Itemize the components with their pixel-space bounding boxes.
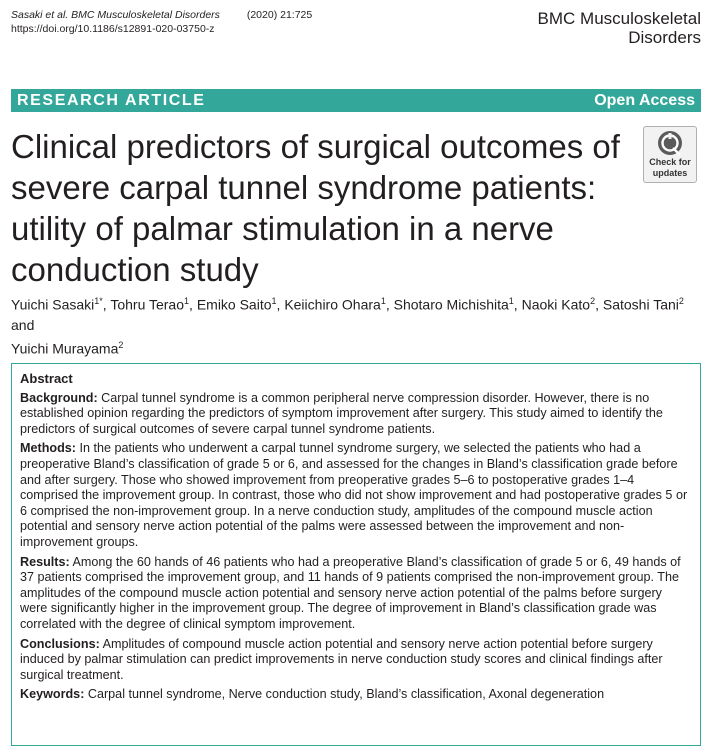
author-name: Satoshi Tani bbox=[602, 296, 679, 313]
article-title: Clinical predictors of surgical outcomes of severe carpal tunnel syndrome patients: utility of palmar stimulation in a nerve conduction study bbox=[11, 128, 620, 288]
conclusions-text: Amplitudes of compound muscle action potential and sensory nerve action potential before surgery induced by palmar stimulation can predict improvements in nerve conduction study scores and clinical findings after surgical treatment. bbox=[20, 636, 663, 682]
article-type-banner bbox=[11, 89, 701, 112]
author-name: Emiko Saito bbox=[196, 296, 272, 313]
year-pages: (2020) 21:725 bbox=[246, 9, 313, 21]
abstract-keywords bbox=[20, 687, 692, 703]
author-affiliation: 1 bbox=[271, 296, 277, 306]
author-name: Tohru Terao bbox=[110, 296, 185, 313]
journal-name-line1: BMC Musculoskeletal bbox=[537, 9, 701, 28]
background-label: Background: bbox=[20, 390, 98, 405]
abstract-heading: Abstract bbox=[20, 371, 73, 386]
author-affiliation: 2 bbox=[590, 296, 596, 306]
author-affiliation: 1 bbox=[184, 296, 190, 306]
abstract-conclusions bbox=[20, 637, 692, 684]
journal-name-line2: Disorders bbox=[628, 28, 701, 47]
keywords-text: Carpal tunnel syndrome, Nerve conduction study, Bland’s classification, Axonal degeneration bbox=[87, 687, 605, 702]
author-name: Keiichiro Ohara bbox=[284, 296, 381, 313]
running-header bbox=[11, 8, 312, 36]
author-name: Yuichi Sasaki bbox=[11, 296, 95, 313]
abstract-background bbox=[20, 391, 692, 438]
article-type: RESEARCH ARTICLE bbox=[17, 91, 206, 109]
check-for-updates-badge[interactable] bbox=[643, 126, 697, 183]
open-access-label: Open Access bbox=[594, 91, 695, 109]
badge-text-line1: Check for bbox=[649, 157, 691, 167]
author-conjunction: and bbox=[11, 316, 35, 333]
author-affiliation: 1 bbox=[508, 296, 514, 306]
abstract-results bbox=[20, 555, 692, 633]
methods-text: In the patients who underwent a carpal tunnel syndrome surgery, we selected the patients who had a preoperative Bland’s classification of grade 5 or 6, and assessed for the changes in Bland’s classification grade before and after surgery. Those who showed improvement from preoperative grades 5–6 to postoperative grades 1–4 comprised the improvement group. In contrast, those who did not show improvement and had postoperative grades 5 or 6 comprised the non-improvement group. In a nerve conduction study, amplitudes of the compound muscle action potential and sensory nerve action potential of the palms were assessed between the improvement and non-improvement groups. bbox=[20, 441, 688, 549]
background-text: Carpal tunnel syndrome is a common peripheral nerve compression disorder. However, there is no established opinion regarding the predictors of symptom improvement after surgery. This study aimed to identify the predictors of surgical outcomes of severe carpal tunnel syndrome patients. bbox=[20, 390, 663, 436]
journal-name bbox=[538, 9, 701, 47]
citation: Sasaki et al. BMC Musculoskeletal Disorders bbox=[11, 9, 220, 21]
author-affiliation: 2 bbox=[678, 296, 684, 306]
results-label: Results: bbox=[20, 554, 70, 569]
author-affiliation: 1 bbox=[380, 296, 386, 306]
check-updates-icon bbox=[657, 130, 683, 156]
author-affiliation: 1* bbox=[94, 296, 103, 306]
author-name: Shotaro Michishita bbox=[393, 296, 509, 313]
conclusions-label: Conclusions: bbox=[20, 636, 100, 651]
author-list: Yuichi Sasaki$^{1*}$, Tohru Terao$^1$, Emiko Saito$^1$, Keiichiro Ohara$^1$, Shotaro Michishita$^1$, Naoki Kato$^2$, Satoshi Tani$^2$ and Yuichi Murayama$^2$ bbox=[11, 296, 684, 357]
abstract-methods bbox=[20, 441, 692, 550]
abstract-box bbox=[11, 363, 701, 746]
keywords-label: Keywords: bbox=[20, 687, 85, 702]
methods-label: Methods: bbox=[20, 441, 76, 456]
author-name: Yuichi Murayama bbox=[11, 340, 119, 357]
results-text: Among the 60 hands of 46 patients who had a preoperative Bland’s classification of grade 5 or 6, 49 hands of 37 patients comprised the improvement group, and 11 hands of 9 patients comprised the non-improvement group. The amplitudes of the compound muscle action potential and sensory nerve action potential of the palms before surgery were significantly higher in the improvement group. The degree of improvement in Bland’s classification grade was correlated with the degree of clinical symptom improvement. bbox=[20, 554, 681, 631]
author-affiliation: 2 bbox=[118, 339, 124, 350]
badge-text-line2: updates bbox=[652, 168, 688, 178]
author-name: Naoki Kato bbox=[521, 296, 591, 313]
doi-link[interactable]: https://doi.org/10.1186/s12891-020-03750-z bbox=[11, 23, 215, 35]
